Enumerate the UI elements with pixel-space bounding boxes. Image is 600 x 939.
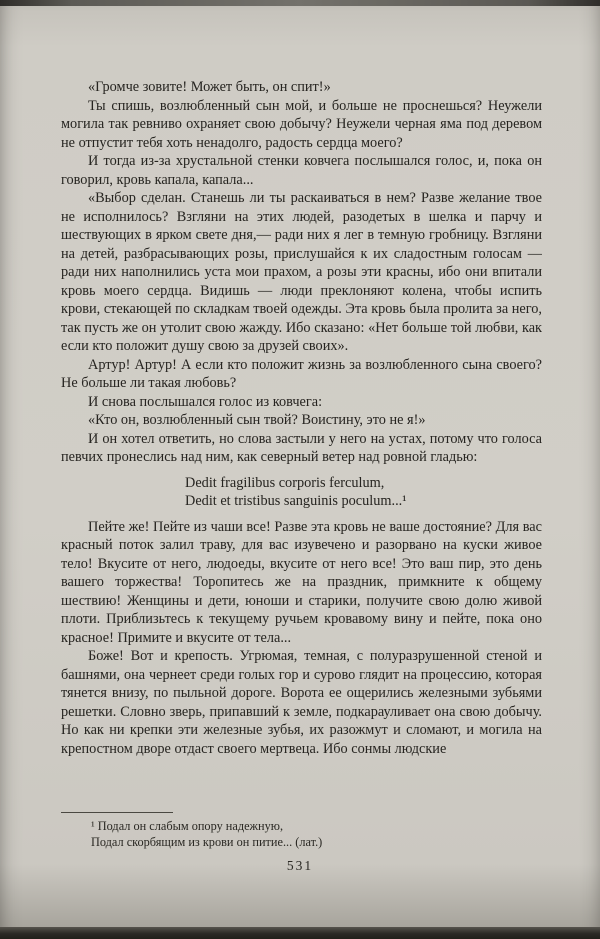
paragraph: Ты спишь, возлюбленный сын мой, и больше не проснешься? Неужели могила так ревниво охраняет свою добычу? Неужели черная яма под деревом не отпустит тебя хоть ненадолго, радость сердца моего? xyxy=(61,97,542,151)
footnote-lines xyxy=(61,819,542,850)
footnote-line: Подал скорбящим из крови он питие... (лат.) xyxy=(91,834,323,849)
paragraph: Пейте же! Пейте из чаши все! Разве эта кровь не ваше достояние? Для вас красный поток залил траву, для вас изувечено и разорвано на куски живое тело! Вкусите от него, людоеды, вкусите от него все! Это ваш пир, это день вашего торжества! Торопитесь же на праздник, примкните к общему шествию! Женщины и дети, юноши и старики, получите свою долю живой плоти. Приблизьтесь к текущему ручьем кровавому вину и пейте, пока оно красное! Примите и вкусите от тела... xyxy=(61,518,542,646)
footnote-line: ¹ Подал он слабым опору надежную, xyxy=(91,819,284,833)
paragraph: Боже! Вот и крепость. Угрюмая, темная, с полуразрушенной стеной и башнями, она чернеет среди голых гор и сурово глядит на процессию, которая тянется внизу, по пыльной дороге. Ворота ее ощерились железными зубьями решетки. Словно зверь, припавший к земле, подкарауливает она свою добычу. Но как ни крепки эти железные зубья, их разожмут и сломают, и могила на крепостном дворе отдаст своего мертвеца. Ибо сонмы людские xyxy=(61,648,542,757)
scan-edge-top xyxy=(0,0,600,6)
verse-line: Dedit fragilibus corporis ferculum, xyxy=(185,474,385,491)
scan-edge-bottom xyxy=(0,927,600,939)
paragraph: И он хотел ответить, но слова застыли у него на устах, потому что голоса певчих пронеслись над ним, как северный ветер над ровной гладью: xyxy=(61,430,542,465)
paragraph: Артур! Артур! А если кто положит жизнь за возлюбленного сына своего? Не больше ли такая любовь? xyxy=(61,356,542,391)
footnote-block xyxy=(61,812,542,850)
paragraph: «Выбор сделан. Станешь ли ты раскаиваться в нем? Разве желание твое не исполнилось? Взгляни на этих людей, разодетых в шелка и парчу и шествующих в ярком свете дня,— ради них я лег в темную гробницу. Взгляни на детей, разбрасывающих розы, прислушайся к их сладостным голосам — ради них наполнились уста мои прахом, а розы эти красны, ибо они впитали кровь моего сердца. Видишь — люди преклоняют колена, чтобы испить крови, стекающей по складкам твоей одежды. Эта кровь была пролита за него, так пусть же он утолит свою жажду. Ибо сказано: «Нет больше той любви, как если кто положит душу свою за друзей своих». xyxy=(61,190,542,354)
paragraph: «Громче зовите! Может быть, он спит!» xyxy=(88,79,331,95)
latin-verse xyxy=(185,474,542,511)
paragraph: «Кто он, возлюбленный сын твой? Воистину, это не я!» xyxy=(88,412,426,428)
page-text-block xyxy=(61,78,542,808)
verse-line: Dedit et tristibus sanguinis poculum...¹ xyxy=(185,493,407,509)
footnote-separator xyxy=(61,812,173,813)
paragraph: И снова послышался голос из ковчега: xyxy=(88,393,323,410)
paragraph: И тогда из-за хрустальной стенки ковчега послышался голос, и, пока он говорил, кровь капала, капала... xyxy=(61,153,542,188)
page-number: 531 xyxy=(286,858,314,873)
